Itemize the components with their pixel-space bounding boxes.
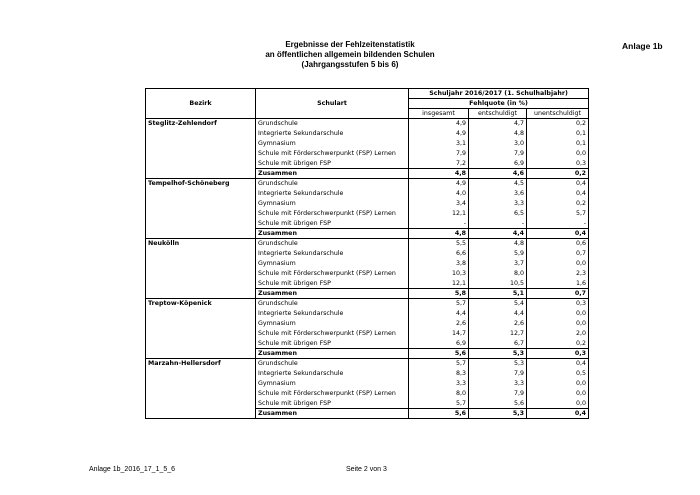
total-entschuldigt-cell: 4,4 (469, 229, 527, 239)
unentschuldigt-cell: 0,0 (527, 379, 589, 389)
insgesamt-cell: 3,8 (409, 259, 469, 269)
total-entschuldigt-cell: 5,3 (469, 409, 527, 419)
title-line-3: (Jahrgangsstufen 5 bis 6) (301, 60, 399, 69)
unentschuldigt-cell: 0,2 (527, 339, 589, 349)
schulart-cell: Integrierte Sekundarschule (256, 249, 409, 259)
unentschuldigt-cell: 0,2 (527, 199, 589, 209)
insgesamt-cell: 5,7 (409, 299, 469, 309)
entschuldigt-cell: 6,9 (469, 159, 527, 169)
entschuldigt-cell: 4,7 (469, 119, 527, 129)
entschuldigt-cell: 3,6 (469, 189, 527, 199)
insgesamt-cell: 3,1 (409, 139, 469, 149)
absence-statistics-table (145, 88, 589, 419)
insgesamt-cell: 4,9 (409, 119, 469, 129)
unentschuldigt-cell: 0,0 (527, 309, 589, 319)
schulart-cell: Integrierte Sekundarschule (256, 369, 409, 379)
bezirk-cell: Tempelhof-Schöneberg (146, 179, 256, 239)
total-label-cell: Zusammen (256, 409, 409, 419)
unentschuldigt-cell: 0,0 (527, 149, 589, 159)
total-insgesamt-cell: 5,8 (409, 289, 469, 299)
schulart-cell: Gymnasium (256, 139, 409, 149)
schulart-cell: Grundschule (256, 239, 409, 249)
table-row (146, 239, 589, 249)
schulart-cell: Grundschule (256, 179, 409, 189)
footer-page-number: Seite 2 von 3 (346, 466, 387, 473)
bezirk-cell: Neukölln (146, 239, 256, 299)
document-title (0, 40, 700, 70)
total-entschuldigt-cell: 4,6 (469, 169, 527, 179)
unentschuldigt-cell: 0,1 (527, 139, 589, 149)
header-bezirk: Bezirk (146, 89, 256, 119)
insgesamt-cell: 4,4 (409, 309, 469, 319)
entschuldigt-cell: 3,3 (469, 199, 527, 209)
insgesamt-cell: 12,1 (409, 279, 469, 289)
total-insgesamt-cell: 5,6 (409, 409, 469, 419)
schulart-cell: Gymnasium (256, 259, 409, 269)
entschuldigt-cell: 4,4 (469, 309, 527, 319)
unentschuldigt-cell: 0,6 (527, 239, 589, 249)
schulart-cell: Schule mit übrigen FSP (256, 399, 409, 409)
entschuldigt-cell: 2,6 (469, 319, 527, 329)
entschuldigt-cell: 6,7 (469, 339, 527, 349)
total-unentschuldigt-cell: 0,7 (527, 289, 589, 299)
entschuldigt-cell: 5,9 (469, 249, 527, 259)
schulart-cell: Schule mit Förderschwerpunkt (FSP) Lernen (256, 149, 409, 159)
unentschuldigt-cell: 0,3 (527, 299, 589, 309)
schulart-cell: Integrierte Sekundarschule (256, 309, 409, 319)
unentschuldigt-cell: 0,1 (527, 129, 589, 139)
insgesamt-cell: 5,7 (409, 399, 469, 409)
insgesamt-cell: 6,6 (409, 249, 469, 259)
insgesamt-cell: 7,9 (409, 149, 469, 159)
entschuldigt-cell: 10,5 (469, 279, 527, 289)
total-unentschuldigt-cell: 0,4 (527, 229, 589, 239)
insgesamt-cell: 6,9 (409, 339, 469, 349)
anlage-label: Anlage 1b (622, 41, 663, 51)
entschuldigt-cell: 5,6 (469, 399, 527, 409)
unentschuldigt-cell: 0,4 (527, 179, 589, 189)
table-row (146, 179, 589, 189)
schulart-cell: Schule mit Förderschwerpunkt (FSP) Lernen (256, 389, 409, 399)
schulart-cell: Integrierte Sekundarschule (256, 189, 409, 199)
unentschuldigt-cell: 5,7 (527, 209, 589, 219)
total-label-cell: Zusammen (256, 289, 409, 299)
entschuldigt-cell: 7,9 (469, 149, 527, 159)
unentschuldigt-cell: 0,0 (527, 319, 589, 329)
table-row (146, 359, 589, 369)
insgesamt-cell: 8,3 (409, 369, 469, 379)
bezirk-cell: Steglitz-Zehlendorf (146, 119, 256, 179)
header-unentschuldigt: unentschuldigt (527, 109, 589, 119)
schulart-cell: Gymnasium (256, 199, 409, 209)
entschuldigt-cell: 7,9 (469, 369, 527, 379)
unentschuldigt-cell: 0,4 (527, 189, 589, 199)
unentschuldigt-cell: 0,7 (527, 249, 589, 259)
insgesamt-cell: 4,9 (409, 179, 469, 189)
insgesamt-cell: 5,7 (409, 359, 469, 369)
table-body (146, 119, 589, 419)
total-label-cell: Zusammen (256, 229, 409, 239)
header-fehlquote: Fehlquote (in %) (409, 99, 589, 109)
total-insgesamt-cell: 4,8 (409, 169, 469, 179)
total-unentschuldigt-cell: 0,2 (527, 169, 589, 179)
schulart-cell: Schule mit Förderschwerpunkt (FSP) Lernen (256, 329, 409, 339)
schulart-cell: Gymnasium (256, 379, 409, 389)
unentschuldigt-cell: - (527, 219, 589, 229)
insgesamt-cell: 3,3 (409, 379, 469, 389)
entschuldigt-cell: 3,7 (469, 259, 527, 269)
insgesamt-cell: 14,7 (409, 329, 469, 339)
insgesamt-cell: 2,6 (409, 319, 469, 329)
schulart-cell: Schule mit Förderschwerpunkt (FSP) Lernen (256, 209, 409, 219)
insgesamt-cell: 3,4 (409, 199, 469, 209)
bezirk-cell: Treptow-Köpenick (146, 299, 256, 359)
title-line-1: Ergebnisse der Fehlzeitenstatistik (285, 40, 415, 49)
unentschuldigt-cell: 0,0 (527, 399, 589, 409)
header-schuljahr: Schuljahr 2016/2017 (1. Schulhalbjahr) (409, 89, 589, 99)
unentschuldigt-cell: 2,3 (527, 269, 589, 279)
entschuldigt-cell: - (469, 219, 527, 229)
schulart-cell: Gymnasium (256, 319, 409, 329)
footer-filename: Anlage 1b_2016_17_1_5_6 (89, 466, 176, 473)
schulart-cell: Schule mit übrigen FSP (256, 339, 409, 349)
total-unentschuldigt-cell: 0,3 (527, 349, 589, 359)
header-insgesamt: insgesamt (409, 109, 469, 119)
title-line-2: an öffentlichen allgemein bildenden Schulen (265, 50, 435, 59)
entschuldigt-cell: 12,7 (469, 329, 527, 339)
insgesamt-cell: 12,1 (409, 209, 469, 219)
total-entschuldigt-cell: 5,1 (469, 289, 527, 299)
bezirk-cell: Marzahn-Hellersdorf (146, 359, 256, 419)
table-row (146, 119, 589, 129)
entschuldigt-cell: 7,9 (469, 389, 527, 399)
unentschuldigt-cell: 0,4 (527, 359, 589, 369)
entschuldigt-cell: 5,3 (469, 359, 527, 369)
insgesamt-cell: 4,9 (409, 129, 469, 139)
total-label-cell: Zusammen (256, 169, 409, 179)
total-insgesamt-cell: 4,8 (409, 229, 469, 239)
total-entschuldigt-cell: 5,3 (469, 349, 527, 359)
unentschuldigt-cell: 0,0 (527, 259, 589, 269)
header-schulart: Schulart (256, 89, 409, 119)
unentschuldigt-cell: 1,6 (527, 279, 589, 289)
insgesamt-cell: - (409, 219, 469, 229)
schulart-cell: Schule mit übrigen FSP (256, 279, 409, 289)
unentschuldigt-cell: 0,5 (527, 369, 589, 379)
total-label-cell: Zusammen (256, 349, 409, 359)
unentschuldigt-cell: 2,0 (527, 329, 589, 339)
insgesamt-cell: 7,2 (409, 159, 469, 169)
schulart-cell: Schule mit übrigen FSP (256, 219, 409, 229)
header-entschuldigt: entschuldigt (469, 109, 527, 119)
insgesamt-cell: 5,5 (409, 239, 469, 249)
unentschuldigt-cell: 0,0 (527, 389, 589, 399)
schulart-cell: Grundschule (256, 359, 409, 369)
entschuldigt-cell: 4,8 (469, 239, 527, 249)
insgesamt-cell: 4,0 (409, 189, 469, 199)
total-insgesamt-cell: 5,6 (409, 349, 469, 359)
entschuldigt-cell: 4,5 (469, 179, 527, 189)
entschuldigt-cell: 8,0 (469, 269, 527, 279)
insgesamt-cell: 10,3 (409, 269, 469, 279)
schulart-cell: Grundschule (256, 299, 409, 309)
table-header (146, 89, 589, 119)
entschuldigt-cell: 4,8 (469, 129, 527, 139)
insgesamt-cell: 8,0 (409, 389, 469, 399)
unentschuldigt-cell: 0,2 (527, 119, 589, 129)
entschuldigt-cell: 3,0 (469, 139, 527, 149)
entschuldigt-cell: 6,5 (469, 209, 527, 219)
entschuldigt-cell: 5,4 (469, 299, 527, 309)
table-row (146, 299, 589, 309)
entschuldigt-cell: 3,3 (469, 379, 527, 389)
schulart-cell: Schule mit Förderschwerpunkt (FSP) Lernen (256, 269, 409, 279)
total-unentschuldigt-cell: 0,4 (527, 409, 589, 419)
schulart-cell: Grundschule (256, 119, 409, 129)
unentschuldigt-cell: 0,3 (527, 159, 589, 169)
schulart-cell: Schule mit übrigen FSP (256, 159, 409, 169)
schulart-cell: Integrierte Sekundarschule (256, 129, 409, 139)
